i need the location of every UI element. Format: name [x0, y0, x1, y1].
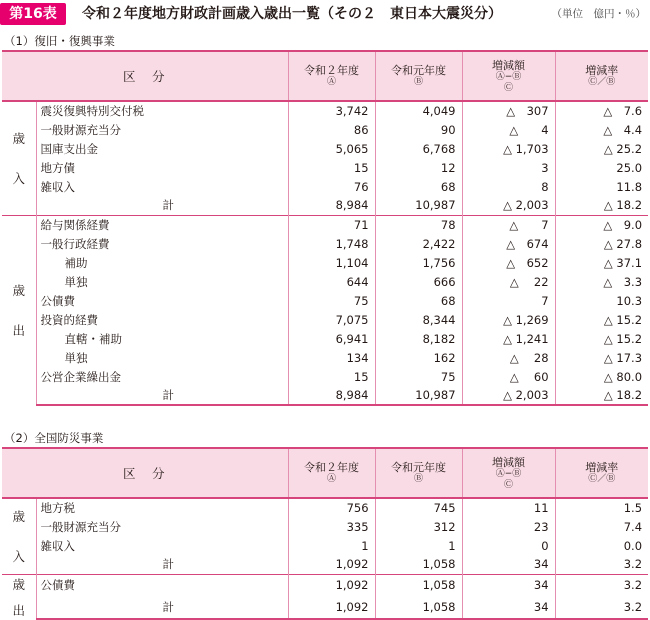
row-label-cell: [36, 498, 288, 517]
label-char: 分: [109, 122, 121, 137]
label-char: 的: [63, 312, 75, 327]
group-label-char: 出: [12, 323, 25, 339]
label-char: 地: [40, 160, 52, 175]
page-title: 令和２年度地方財政計画歳入歳出一覧（その２ 東日本大震災分）: [82, 6, 502, 22]
cell-r2: 1,092: [288, 596, 375, 618]
table-row: [2, 177, 648, 196]
label-char: 経: [86, 217, 98, 232]
cell-r2: 3,742: [288, 101, 375, 120]
group-label-text: [12, 281, 25, 339]
row-label-cell: [36, 348, 288, 367]
label-char: 債: [52, 578, 64, 593]
cell-rate: △ 15.2: [555, 310, 648, 329]
row-label: [41, 387, 284, 403]
row-label: [41, 236, 284, 252]
row-label-cell: [36, 517, 288, 536]
cell-r2: 1: [288, 536, 375, 555]
row-label-cell: [36, 291, 288, 310]
label-char: 単: [64, 274, 76, 289]
label-char: 独: [76, 274, 88, 289]
label-char: 公: [40, 578, 52, 593]
label-char: 投: [40, 312, 52, 327]
table-recovery-reconstruction: [2, 50, 648, 406]
row-label: [41, 141, 284, 157]
header-rate-line-0: 増減率: [585, 64, 619, 77]
header-diff-line-2: Ⓒ: [504, 479, 514, 490]
cell-r2: 71: [288, 215, 375, 234]
label-char: 雑: [40, 538, 52, 553]
cell-r1: 8,344: [375, 310, 462, 329]
header-kubun: 区 分: [2, 448, 288, 498]
table-row: [2, 574, 648, 596]
cell-rate: 25.0: [555, 158, 648, 177]
table-row: [2, 310, 648, 329]
label-char: 般: [52, 122, 64, 137]
cell-diff: 11: [462, 498, 555, 517]
cell-r1: 312: [375, 517, 462, 536]
cell-rate: △ 7.6: [555, 101, 648, 120]
cell-rate: 0.0: [555, 536, 648, 555]
cell-r2: 5,065: [288, 139, 375, 158]
cell-diff: △ 1,703: [462, 139, 555, 158]
label-char: 源: [75, 519, 87, 534]
label-char: 当: [98, 519, 110, 534]
cell-diff: 0: [462, 536, 555, 555]
label-char: 係: [75, 217, 87, 232]
cell-diff: 34: [462, 574, 555, 596]
group-label-text: [12, 575, 25, 619]
table-row: [2, 253, 648, 272]
row-label-cell: [36, 158, 288, 177]
label-char: 費: [98, 217, 110, 232]
cell-rate: 7.4: [555, 517, 648, 536]
label-char: 充: [86, 122, 98, 137]
label-char: 源: [75, 122, 87, 137]
label-char: 当: [98, 122, 110, 137]
cell-diff: △ 307: [462, 101, 555, 120]
group-label-char: 歳: [12, 283, 25, 299]
row-label-cell: [36, 101, 288, 120]
row-label-cell: [36, 272, 288, 291]
label-char: 企: [63, 369, 75, 384]
cell-r1: 1,058: [375, 574, 462, 596]
label-char: 給: [40, 217, 52, 232]
group-label: [2, 215, 36, 405]
row-label: [41, 160, 284, 176]
cell-r1: 10,987: [375, 386, 462, 405]
label-char: 関: [63, 217, 75, 232]
cell-rate: △ 25.2: [555, 139, 648, 158]
cell-r1: 2,422: [375, 234, 462, 253]
table-row: [2, 158, 648, 177]
label-char: 付: [121, 104, 133, 118]
cell-diff: △ 1,269: [462, 310, 555, 329]
group-label-text: [12, 507, 25, 565]
cell-r1: 162: [375, 348, 462, 367]
label-char: 与: [52, 217, 64, 232]
table-row: [2, 498, 648, 517]
group-label-char: 入: [12, 171, 25, 187]
cell-r2: 15: [288, 158, 375, 177]
label-char: 特: [86, 104, 98, 118]
label-char: 計: [162, 599, 174, 614]
header-r2: [288, 51, 375, 101]
label-char: 庫: [52, 141, 64, 156]
row-label: [41, 179, 284, 195]
label-char: 般: [52, 519, 64, 534]
cell-r1: 1,058: [375, 596, 462, 618]
cell-r2: 76: [288, 177, 375, 196]
row-label-cell: [36, 234, 288, 253]
cell-r1: 68: [375, 177, 462, 196]
table-row: [2, 348, 648, 367]
header-r1-line-1: Ⓑ: [414, 474, 424, 484]
label-char: 充: [86, 519, 98, 534]
cell-r1: 666: [375, 272, 462, 291]
cell-r2: 8,984: [288, 196, 375, 215]
row-label-cell: [36, 253, 288, 272]
label-char: 行: [63, 236, 75, 251]
cell-r2: 15: [288, 367, 375, 386]
label-char: 業: [75, 369, 87, 384]
header-r1-line-0: 令和元年度: [391, 461, 447, 474]
header-rate: [555, 448, 648, 498]
cell-r1: 6,768: [375, 139, 462, 158]
header-diff-line-0: 増減額: [492, 58, 526, 72]
table-row: [2, 596, 648, 618]
cell-rate: △ 37.1: [555, 253, 648, 272]
label-char: 別: [98, 104, 110, 118]
header-diff-line-2: Ⓒ: [504, 82, 514, 93]
cell-diff: △ 4: [462, 120, 555, 139]
row-label: [41, 577, 284, 593]
cell-r1: 745: [375, 498, 462, 517]
label-char: 助: [110, 331, 122, 346]
table-row: [2, 555, 648, 574]
cell-r1: 1: [375, 536, 462, 555]
cell-rate: △ 4.4: [555, 120, 648, 139]
table-row: [2, 120, 648, 139]
header-r1: [375, 448, 462, 498]
label-char: 交: [109, 104, 121, 118]
cell-r2: 1,092: [288, 555, 375, 574]
table-row: [2, 234, 648, 253]
row-label-cell: [36, 386, 288, 405]
label-char: 計: [162, 557, 174, 572]
row-label: [41, 500, 284, 516]
header-r2-line-0: 令和２年度: [304, 461, 360, 474]
label-char: 経: [86, 236, 98, 251]
cell-rate: △ 15.2: [555, 329, 648, 348]
table-row: [2, 536, 648, 555]
header-rate-line-1: Ⓒ／Ⓑ: [588, 474, 616, 484]
table-row: [2, 272, 648, 291]
cell-r1: 1,058: [375, 555, 462, 574]
row-label: [41, 103, 284, 119]
row-label: [41, 217, 284, 233]
header-rate: [555, 51, 648, 101]
group-label: [2, 101, 36, 215]
label-char: 一: [40, 236, 52, 251]
cell-r2: 1,748: [288, 234, 375, 253]
cell-r2: 1,104: [288, 253, 375, 272]
header-diff-line-1: Ⓐ−Ⓑ: [495, 468, 522, 479]
cell-diff: 8: [462, 177, 555, 196]
label-char: 繰: [86, 369, 98, 384]
label-char: 金: [86, 141, 98, 156]
label-char: 公: [40, 369, 52, 384]
row-label: [41, 122, 284, 138]
cell-diff: 34: [462, 596, 555, 618]
row-label: [41, 293, 284, 309]
label-char: 資: [52, 312, 64, 327]
cell-rate: △ 17.3: [555, 348, 648, 367]
table-row: [2, 291, 648, 310]
group-label-char: 歳: [12, 131, 25, 147]
label-char: 地: [40, 501, 52, 515]
label-char: 費: [98, 236, 110, 251]
label-char: 方: [52, 160, 64, 175]
cell-diff: 23: [462, 517, 555, 536]
label-char: 税: [132, 104, 144, 118]
label-char: 補: [99, 331, 111, 346]
cell-r1: 12: [375, 158, 462, 177]
label-char: 直: [64, 331, 76, 346]
row-label: [41, 599, 284, 615]
label-char: 費: [63, 578, 75, 593]
label-char: 方: [52, 501, 64, 515]
row-label: [41, 369, 284, 385]
header-diff-line-1: Ⓐ−Ⓑ: [495, 71, 522, 82]
label-char: 補: [64, 255, 76, 270]
table-row: [2, 215, 648, 234]
table-row: [2, 196, 648, 215]
row-label-cell: [36, 574, 288, 596]
label-char: 債: [52, 293, 64, 308]
cell-rate: 3.2: [555, 574, 648, 596]
label-char: 収: [52, 538, 64, 553]
cell-r1: 90: [375, 120, 462, 139]
label-char: 財: [63, 122, 75, 137]
label-char: 一: [40, 122, 52, 137]
label-char: 復: [63, 104, 75, 118]
label-char: 入: [63, 179, 75, 194]
title-bar: [0, 0, 650, 28]
table-row: [2, 517, 648, 536]
cell-rate: 3.2: [555, 555, 648, 574]
header-r2-line-0: 令和２年度: [304, 64, 360, 77]
cell-r2: 756: [288, 498, 375, 517]
label-char: 債: [63, 160, 75, 175]
cell-r1: 78: [375, 215, 462, 234]
table-row: [2, 139, 648, 158]
group-label-char: 入: [12, 549, 25, 565]
cell-rate: △ 27.8: [555, 234, 648, 253]
cell-diff: 7: [462, 291, 555, 310]
header-r1-line-0: 令和元年度: [391, 64, 447, 77]
label-char: 分: [109, 519, 121, 534]
label-char: 入: [63, 538, 75, 553]
cell-r2: 8,984: [288, 386, 375, 405]
header-r2: [288, 448, 375, 498]
label-char: 出: [75, 141, 87, 156]
cell-diff: △ 2,003: [462, 386, 555, 405]
label-char: 費: [63, 293, 75, 308]
header-row: [2, 448, 648, 498]
cell-r2: 1,092: [288, 574, 375, 596]
cell-rate: 3.2: [555, 596, 648, 618]
header-diff-line-0: 増減額: [492, 455, 526, 469]
label-char: 費: [86, 312, 98, 327]
header-kubun: 区 分: [2, 51, 288, 101]
header-rate-line-0: 増減率: [585, 461, 619, 474]
cell-r2: 75: [288, 291, 375, 310]
row-label: [41, 556, 284, 572]
cell-diff: △ 7: [462, 215, 555, 234]
row-label-cell: [36, 555, 288, 574]
header-r1-line-1: Ⓑ: [414, 77, 424, 87]
table-row: [2, 329, 648, 348]
header-r1: [375, 51, 462, 101]
cell-rate: △ 80.0: [555, 367, 648, 386]
row-label-cell: [36, 310, 288, 329]
table-row: [2, 101, 648, 120]
label-char: 興: [75, 104, 87, 118]
row-label-cell: [36, 196, 288, 215]
row-label-cell: [36, 120, 288, 139]
label-char: ・: [87, 331, 99, 346]
section-title-1: （1）復旧・復興事業: [4, 34, 115, 48]
cell-r1: 4,049: [375, 101, 462, 120]
label-char: 財: [63, 519, 75, 534]
row-label-cell: [36, 536, 288, 555]
row-label-cell: [36, 367, 288, 386]
cell-rate: 10.3: [555, 291, 648, 310]
cell-r2: 7,075: [288, 310, 375, 329]
label-char: 計: [162, 198, 174, 213]
row-label: [41, 274, 284, 290]
label-char: 助: [76, 255, 88, 270]
cell-r1: 1,756: [375, 253, 462, 272]
row-label: [41, 255, 284, 271]
cell-diff: △ 652: [462, 253, 555, 272]
table-nationwide-disaster-prevention: [2, 447, 648, 620]
cell-rate: △ 18.2: [555, 386, 648, 405]
cell-diff: △ 28: [462, 348, 555, 367]
cell-r1: 8,182: [375, 329, 462, 348]
group-label-char: 歳: [12, 576, 25, 592]
group-label: [2, 574, 36, 619]
row-label: [41, 331, 284, 347]
label-char: 雑: [40, 179, 52, 194]
cell-r2: 644: [288, 272, 375, 291]
label-char: 国: [40, 141, 52, 156]
row-label-cell: [36, 177, 288, 196]
row-label: [41, 197, 284, 213]
label-char: 震: [40, 104, 52, 118]
label-char: 収: [52, 179, 64, 194]
row-label: [41, 519, 284, 535]
label-char: 支: [63, 141, 75, 156]
row-label-cell: [36, 329, 288, 348]
cell-diff: 34: [462, 555, 555, 574]
cell-rate: △ 18.2: [555, 196, 648, 215]
row-label: [41, 350, 284, 366]
label-char: 轄: [76, 331, 88, 346]
label-char: 計: [162, 388, 174, 402]
cell-diff: △ 1,241: [462, 329, 555, 348]
cell-diff: △ 674: [462, 234, 555, 253]
section-title-2: （2）全国防災事業: [4, 431, 104, 445]
row-label-cell: [36, 139, 288, 158]
cell-diff: △ 2,003: [462, 196, 555, 215]
cell-diff: △ 22: [462, 272, 555, 291]
cell-rate: △ 9.0: [555, 215, 648, 234]
group-label: [2, 498, 36, 574]
cell-rate: △ 3.3: [555, 272, 648, 291]
header-diff: [462, 51, 555, 101]
label-char: 金: [109, 369, 121, 384]
row-label-cell: [36, 596, 288, 618]
cell-r1: 10,987: [375, 196, 462, 215]
cell-rate: 11.8: [555, 177, 648, 196]
cell-r2: 335: [288, 517, 375, 536]
label-char: 経: [75, 312, 87, 327]
label-char: 単: [64, 350, 76, 365]
label-char: 一: [40, 519, 52, 534]
header-row: [2, 51, 648, 101]
group-label-char: 歳: [12, 509, 25, 525]
label-char: 政: [75, 236, 87, 251]
cell-r2: 134: [288, 348, 375, 367]
cell-r1: 68: [375, 291, 462, 310]
label-char: 出: [98, 369, 110, 384]
header-r2-line-1: Ⓐ: [327, 474, 337, 484]
table-row: [2, 367, 648, 386]
label-char: 般: [52, 236, 64, 251]
cell-r2: 86: [288, 120, 375, 139]
header-diff: [462, 448, 555, 498]
table-number-badge: 第16表: [0, 3, 66, 25]
unit-note: （単位 億円・％）: [551, 8, 646, 20]
table-row: [2, 386, 648, 405]
label-char: 税: [63, 501, 75, 515]
header-rate-line-1: Ⓒ／Ⓑ: [588, 77, 616, 87]
cell-r2: 6,941: [288, 329, 375, 348]
cell-diff: △ 60: [462, 367, 555, 386]
group-label-char: 出: [12, 602, 25, 618]
row-label: [41, 538, 284, 554]
label-char: 独: [76, 350, 88, 365]
cell-rate: 1.5: [555, 498, 648, 517]
label-char: 営: [52, 369, 64, 384]
row-label: [41, 312, 284, 328]
cell-r1: 75: [375, 367, 462, 386]
group-label-text: [12, 129, 25, 187]
label-char: 公: [40, 293, 52, 308]
header-r2-line-1: Ⓐ: [327, 77, 337, 87]
cell-diff: 3: [462, 158, 555, 177]
label-char: 災: [52, 104, 64, 118]
row-label-cell: [36, 215, 288, 234]
